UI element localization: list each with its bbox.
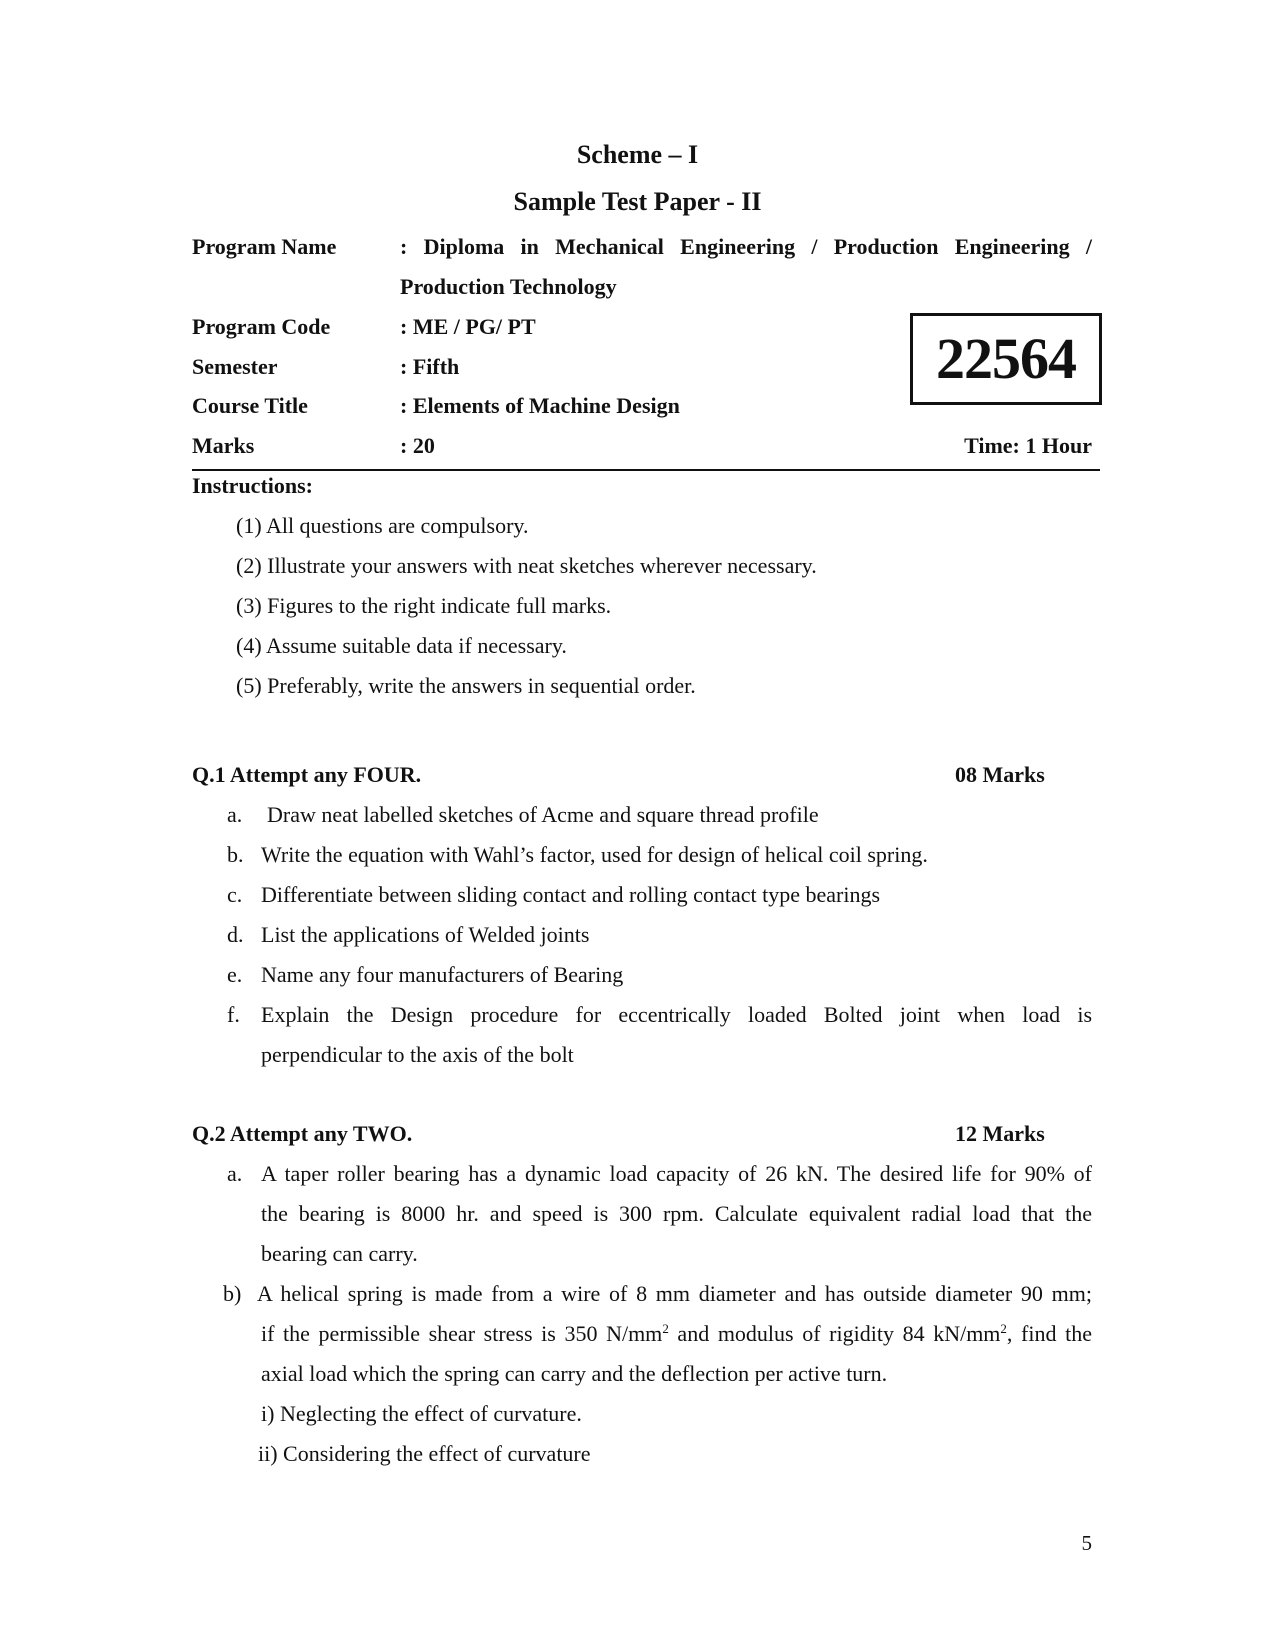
q2b-text: A helical spring is made from a wire of 8 mm diameter and has outside diameter 90 mm; [257, 1281, 1092, 1306]
program-name-label: Program Name [192, 234, 337, 259]
course-title-value: : Elements of Machine Design [400, 393, 680, 418]
q1-item-text: Differentiate between sliding contact and rolling contact type bearings [261, 882, 881, 907]
q2a-text: bearing can carry. [261, 1241, 418, 1266]
scheme-title: Scheme – I [576, 140, 699, 169]
q2a-text: the bearing is 8000 hr. and speed is 300 rpm. Calculate equivalent radial load that the [261, 1201, 1092, 1226]
q1-item-label: a. [227, 802, 243, 827]
q1-marks: 08 Marks [955, 762, 1045, 787]
q2b-label: b) [223, 1281, 242, 1306]
semester-value: : Fifth [400, 354, 460, 379]
instructions-heading: Instructions: [192, 473, 314, 498]
q2b-text: axial load which the spring can carry and the deflection per active turn. [261, 1361, 888, 1386]
q1-item-label: e. [227, 962, 243, 987]
q2-marks: 12 Marks [955, 1121, 1045, 1146]
q2b-text [261, 1321, 1092, 1347]
instruction-item: (1) All questions are compulsory. [236, 513, 529, 538]
program-code-label: Program Code [192, 314, 331, 339]
program-name-value: : Diploma in Mechanical Engineering / Production Engineering / [400, 234, 1092, 259]
q1-item-text-cont: perpendicular to the axis of the bolt [261, 1042, 574, 1067]
q1-item-label: d. [227, 922, 244, 947]
q1-item-text: Write the equation with Wahl’s factor, used for design of helical coil spring. [261, 842, 928, 867]
paper-title: Sample Test Paper - II [513, 187, 762, 216]
q1-item-text: Explain the Design procedure for eccentrically loaded Bolted joint when load is [261, 1002, 1092, 1027]
q2a-label: a. [227, 1161, 243, 1186]
instruction-item: (3) Figures to the right indicate full marks. [236, 593, 612, 618]
marks-label: Marks [192, 433, 255, 458]
q2-title: Q.2 Attempt any TWO. [192, 1121, 413, 1146]
instruction-item: (5) Preferably, write the answers in sequential order. [236, 673, 696, 698]
q1-item-label: f. [227, 1002, 240, 1027]
q2b-superscript: 2 [1000, 1321, 1007, 1336]
q2b-text-part: , find the [1006, 1321, 1092, 1346]
q2b-text-part: if the permissible shear stress is 350 N/mm [261, 1321, 663, 1346]
program-name-value-cont: Production Technology [400, 274, 617, 299]
q1-item-text: List the applications of Welded joints [261, 922, 590, 947]
q2b-superscript: 2 [662, 1321, 669, 1336]
q2b-text-part: and modulus of rigidity 84 kN/mm [668, 1321, 1001, 1346]
header-divider [192, 469, 1100, 471]
q2a-text: A taper roller bearing has a dynamic load capacity of 26 kN. The desired life for 90% of [261, 1161, 1092, 1186]
marks-value: : 20 [400, 433, 435, 458]
page-number: 5 [1081, 1531, 1092, 1555]
q1-title: Q.1 Attempt any FOUR. [192, 762, 422, 787]
q1-item-label: c. [227, 882, 243, 907]
instruction-item: (4) Assume suitable data if necessary. [236, 633, 567, 658]
q1-item-text: Name any four manufacturers of Bearing [261, 962, 624, 987]
q1-item-label: b. [227, 842, 244, 867]
instruction-item: (2) Illustrate your answers with neat sketches wherever necessary. [236, 553, 817, 578]
course-code-box: 22564 [910, 313, 1102, 405]
course-title-label: Course Title [192, 393, 308, 418]
semester-label: Semester [192, 354, 278, 379]
q2b-subitem: i) Neglecting the effect of curvature. [261, 1401, 582, 1426]
q1-item-text: Draw neat labelled sketches of Acme and square thread profile [267, 802, 819, 827]
time-duration: Time: 1 Hour [964, 433, 1092, 458]
q2b-subitem: ii) Considering the effect of curvature [258, 1441, 591, 1466]
program-code-value: : ME / PG/ PT [400, 314, 536, 339]
